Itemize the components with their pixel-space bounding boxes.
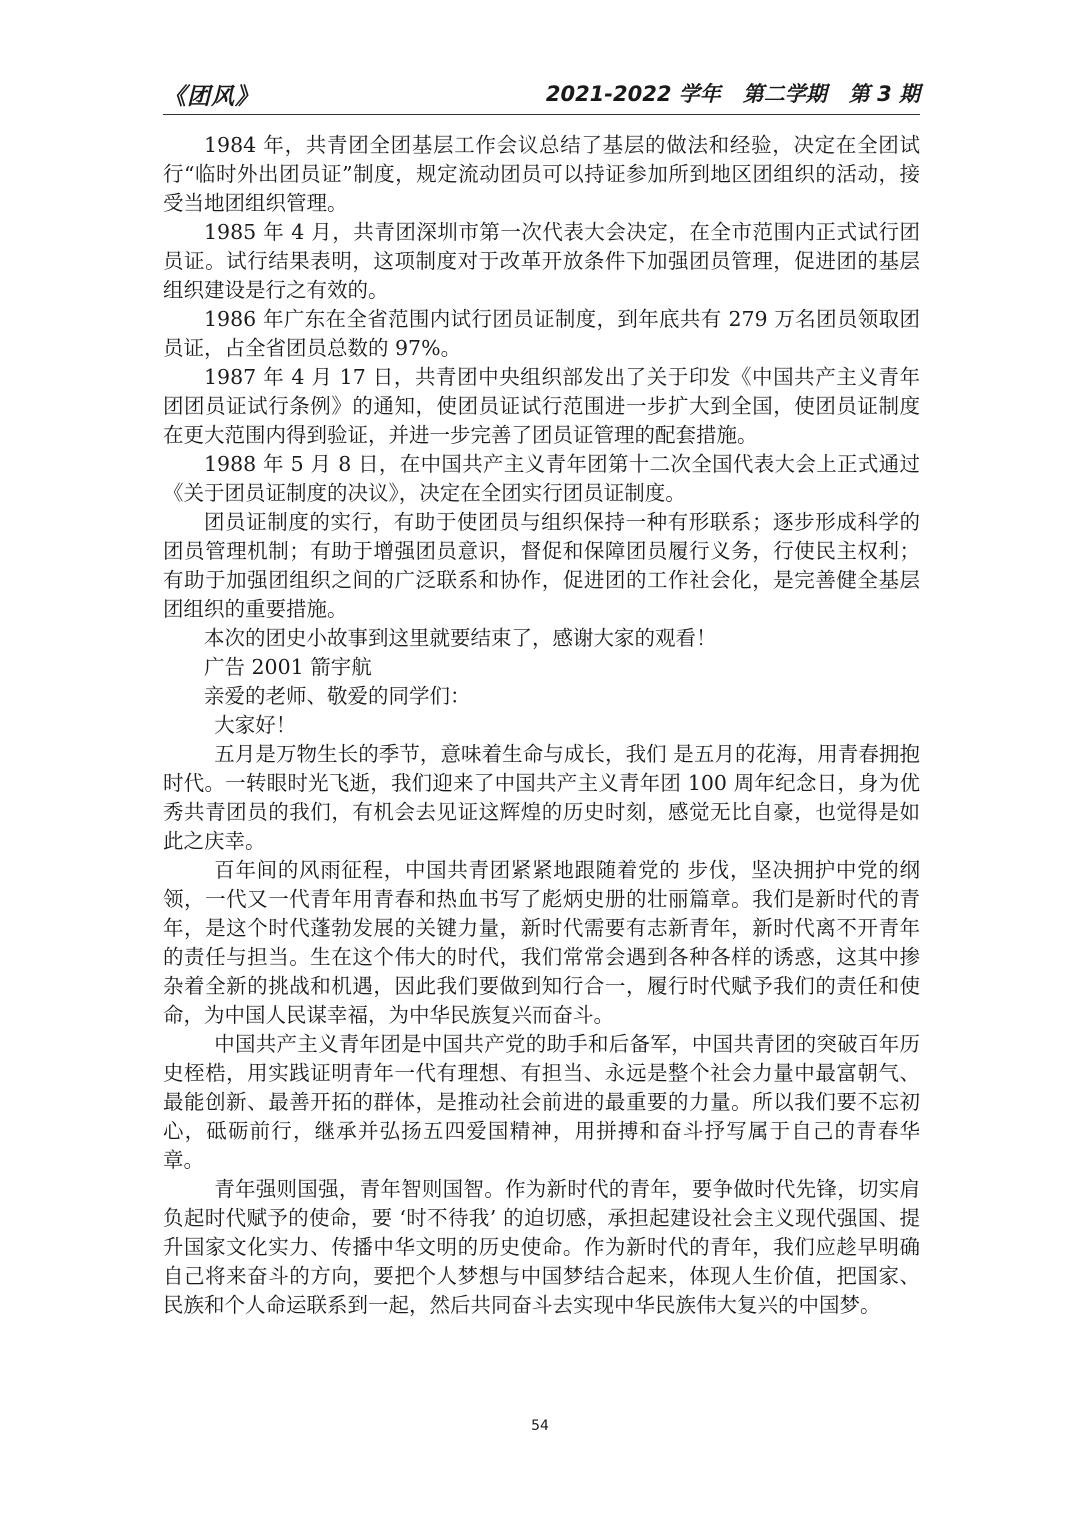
page-header (163, 74, 920, 115)
paragraph-closing: 本次的团史小故事到这里就要结束了，感谢大家的观看！ (204, 626, 717, 650)
speech-paragraph-1: 五月是万物生长的季节，意味着生命与成长，我们 是五月的花海，用青春拥抱时代。一转眼时光飞逝，我们迎来了中国共产主义青年团 100 周年纪念日，身为优秀共青团员的我们，有机会去见证这辉煌的历史时刻，感觉无比自豪，也觉得是如此之庆幸。 (163, 742, 920, 853)
paragraph-1988: 1988 年 5 月 8 日，在中国共产主义青年团第十二次全国代表大会上正式通过《关于团员证制度的决议》，决定在全团实行团员证制度。 (163, 452, 920, 505)
issue-number: 第 3 期 (848, 82, 920, 106)
academic-year: 2021-2022 学年 (545, 82, 721, 106)
page-number: 54 (531, 1418, 549, 1434)
greeting: 大家好！ (214, 713, 297, 737)
article-body (163, 131, 920, 1320)
paragraph-membership-system: 团员证制度的实行，有助于使团员与组织保持一种有形联系；逐步形成科学的团员管理机制；有助于增强团员意识，督促和保障团员履行义务，行使民主权利；有助于加强团组织之间的广泛联系和协作，促进团的工作社会化，是完善健全基层团组织的重要措施。 (163, 510, 920, 621)
salutation: 亲爱的老师、敬爱的同学们： (204, 684, 471, 708)
speech-paragraph-4: 青年强则国强，青年智则国智。作为新时代的青年，要争做时代先锋，切实肩负起时代赋予的使命，要 ‘时不待我’ 的迫切感，承担起建设社会主义现代强国、提升国家文化实力、传播中华文明的历史使命。作为新时代的青年，我们应趁早明确自己将来奋斗的方向，要把个人梦想与中国梦结合起来，体现人生价值，把国家、民族和个人命运联系到一起，然后共同奋斗去实现中华民族伟大复兴的中国梦。 (163, 1177, 920, 1317)
speech-paragraph-2: 百年间的风雨征程，中国共青团紧紧地跟随着党的 步伐，坚决拥护中党的纲领，一代又一代青年用青春和热血书写了彪炳史册的壮丽篇章。我们是新时代的青年，是这个时代蓬勃发展的关键力量，新时代需要有志新青年，新时代离不开青年的责任与担当。生在这个伟大的时代，我们常常会遇到各种各样的诱惑，这其中掺杂着全新的挑战和机遇，因此我们要做到知行合一，履行时代赋予我们的责任和使命，为中国人民谋幸福，为中华民族复兴而奋斗。 (163, 858, 920, 1027)
semester: 第二学期 (742, 82, 827, 106)
paragraph-1984: 1984 年，共青团全团基层工作会议总结了基层的做法和经验，决定在全团试行“临时外出团员证”制度，规定流动团员可以持证参加所到地区团组织的活动，接受当地团组织管理。 (163, 133, 920, 215)
speaker-line: 广告 2001 箭宇航 (204, 655, 372, 679)
journal-title: 《团风》 (163, 84, 259, 110)
speech-paragraph-3: 中国共产主义青年团是中国共产党的助手和后备军，中国共青团的突破百年历史桎梏，用实践证明青年一代有理想、有担当、永远是整个社会力量中最富朝气、最能创新、最善开拓的群体，是推动社会前进的最重要的力量。所以我们要不忘初心，砥砺前行，继承并弘扬五四爱国精神，用拼搏和奋斗抒写属于自己的青春华章。 (163, 1032, 920, 1172)
paragraph-1985: 1985 年 4 月，共青团深圳市第一次代表大会决定，在全市范围内正式试行团员证。试行结果表明，这项制度对于改革开放条件下加强团员管理，促进团的基层组织建设是行之有效的。 (163, 220, 920, 302)
issue-info (546, 78, 920, 108)
paragraph-1986: 1986 年广东在全省范围内试行团员证制度，到年底共有 279 万名团员领取团员证，占全省团员总数的 97%。 (163, 307, 920, 360)
paragraph-1987: 1987 年 4 月 17 日，共青团中央组织部发出了关于印发《中国共产主义青年团团员证试行条例》的通知，使团员证试行范围进一步扩大到全国，使团员证制度在更大范围内得到验证，并进一步完善了团员证管理的配套措施。 (163, 365, 920, 447)
